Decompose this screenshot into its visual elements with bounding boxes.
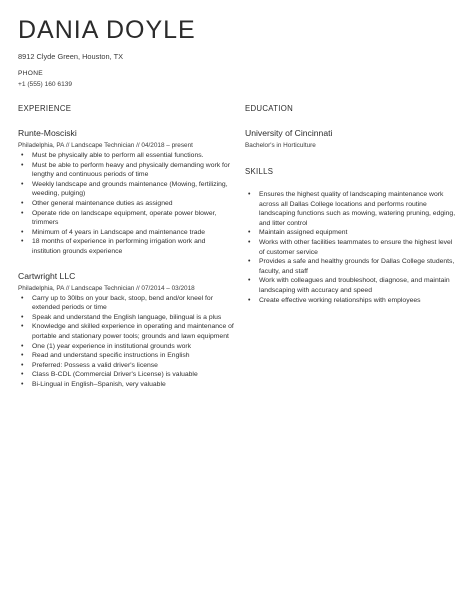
skills-list bbox=[245, 190, 457, 305]
bullet-item: • Carry up to 30lbs on your back, stoop, bend and/or kneel for extended periods or time bbox=[21, 294, 213, 312]
bullet-icon: • bbox=[248, 229, 251, 237]
job-entry bbox=[18, 271, 234, 390]
skills-heading: SKILLS bbox=[245, 167, 274, 176]
bullet-icon: • bbox=[21, 361, 24, 369]
job-company: Runte-Mosciski bbox=[18, 128, 77, 138]
address: 8912 Clyde Green, Houston, TX bbox=[18, 52, 124, 61]
bullet-item: • Minimum of 4 years in Landscape and maintenance trade bbox=[21, 228, 206, 236]
bullet-icon: • bbox=[21, 199, 24, 207]
experience-heading: EXPERIENCE bbox=[18, 104, 72, 113]
job-bullets bbox=[18, 294, 234, 390]
bullet-icon: • bbox=[21, 294, 24, 302]
phone-number: +1 (555) 160 6139 bbox=[18, 81, 73, 88]
experience-section bbox=[18, 104, 234, 389]
skill-item: • Work with colleagues and troubleshoot, diagnose, and maintain landscaping with accuracy and speed bbox=[248, 277, 450, 294]
bullet-icon: • bbox=[21, 313, 24, 321]
job-meta: Philadelphia, PA // Landscape Technician // 07/2014 – 03/2018 bbox=[18, 284, 195, 292]
skill-item: • Ensures the highest quality of landscaping maintenance work across all Dallas College locations and performs routine landscaping functions such as mowing, watering pruning, edging, and litter control bbox=[248, 191, 456, 227]
skill-item: • Provides a safe and healthy grounds for Dallas College students, faculty, and staff bbox=[248, 258, 455, 275]
bullet-item: • Other general maintenance duties as assigned bbox=[21, 199, 173, 207]
phone-label: PHONE bbox=[18, 70, 43, 77]
bullet-icon: • bbox=[248, 238, 251, 246]
bullet-item: • Speak and understand the English language, bilingual is a plus bbox=[21, 313, 222, 321]
bullet-icon: • bbox=[248, 277, 251, 285]
job-entry bbox=[18, 128, 234, 257]
bullet-item: • Must be physically able to perform all essential functions. bbox=[21, 152, 204, 159]
job-bullets bbox=[18, 151, 234, 257]
bullet-icon: • bbox=[21, 371, 24, 379]
bullet-icon: • bbox=[21, 209, 24, 217]
bullet-item: • Class B-CDL (Commercial Driver's License) is valuable bbox=[21, 371, 198, 379]
bullet-item: • Read and understand specific instructions in English bbox=[21, 352, 190, 360]
bullet-icon: • bbox=[21, 380, 24, 388]
bullet-icon: • bbox=[21, 352, 24, 360]
education-heading: EDUCATION bbox=[245, 104, 294, 113]
bullet-item: • Bi-Lingual in English–Spanish, very valuable bbox=[21, 380, 166, 388]
bullet-icon: • bbox=[248, 296, 251, 304]
bullet-icon: • bbox=[21, 152, 24, 159]
bullet-icon: • bbox=[21, 323, 24, 331]
school-name: University of Cincinnati bbox=[245, 128, 333, 138]
sidebar-column bbox=[245, 104, 457, 305]
bullet-icon: • bbox=[21, 161, 24, 169]
job-meta: Philadelphia, PA // Landscape Technician // 04/2018 – present bbox=[18, 142, 193, 149]
bullet-item: • One (1) year experience in institutional grounds work bbox=[21, 342, 192, 350]
skill-item: • Works with other facilities teammates to ensure the highest level of customer service bbox=[248, 238, 453, 256]
bullet-item: • Knowledge and skilled experience in operating and maintenance of portable and stationary power tools; grounds and lawn equipment bbox=[21, 323, 234, 340]
bullet-item: • Weekly landscape and grounds maintenance (Mowing, fertilizing, weeding, pulging) bbox=[21, 180, 228, 198]
bullet-item: • 18 months of experience in performing irrigation work and institution grounds experience bbox=[21, 238, 206, 255]
bullet-icon: • bbox=[21, 180, 24, 188]
bullet-item: • Must be able to perform heavy and physically demanding work for lengthy and continuous periods of time bbox=[21, 161, 230, 179]
skill-item: • Maintain assigned equipment bbox=[248, 229, 348, 237]
bullet-icon: • bbox=[21, 342, 24, 350]
skill-item: • Create effective working relationships with employees bbox=[248, 296, 421, 304]
bullet-item: • Operate ride on landscape equipment, operate power blower, trimmers bbox=[21, 209, 217, 227]
bullet-item: • Preferred: Possess a valid driver's license bbox=[21, 361, 158, 369]
candidate-name: DANIA DOYLE bbox=[18, 16, 196, 44]
job-company: Cartwright LLC bbox=[18, 270, 76, 281]
bullet-icon: • bbox=[21, 238, 24, 246]
degree: Bachelor's in Horticulture bbox=[245, 142, 316, 149]
bullet-icon: • bbox=[248, 258, 251, 266]
bullet-icon: • bbox=[21, 228, 24, 236]
bullet-icon: • bbox=[248, 191, 251, 198]
